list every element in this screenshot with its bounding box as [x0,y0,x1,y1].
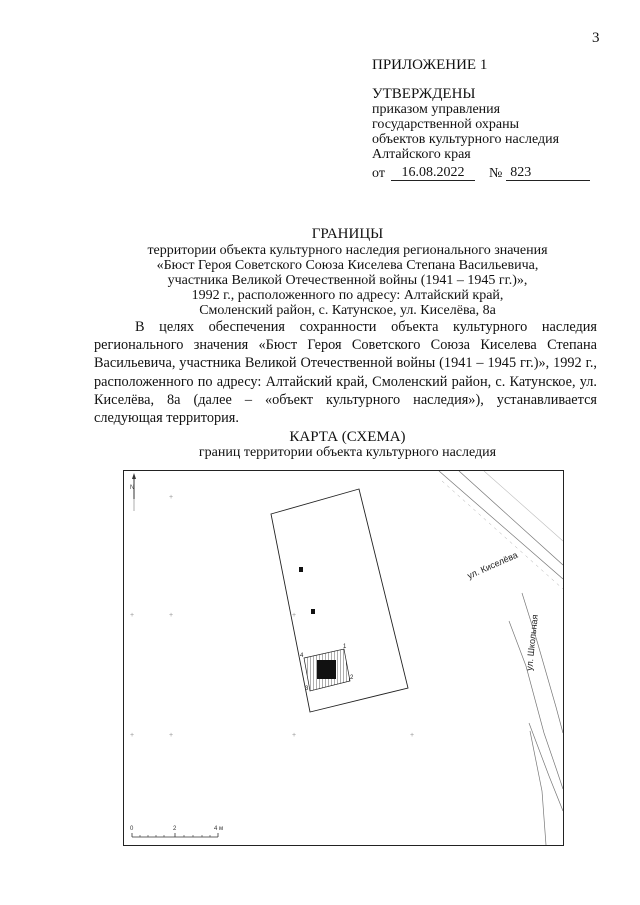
page-number: 3 [592,30,600,46]
body-paragraph: В целях обеспечения сохранности объекта культурного наследия регионального значения «Бюст Героя Советского Союза Киселева Степана Васильевича, участника Великой Отечественной войны (1941 – 1945 гг.)», 1992 г., расположенного по адресу: Алтайский край, Смоленский район, с. Катунское, ул. Киселёва, 8а (далее – «объект культурного наследия»), устанавливается следующая территория. [94,319,597,427]
scale-bar [132,833,218,837]
approval-line: государственной охраны [372,117,520,132]
order-date: 16.08.2022 [391,165,475,181]
map-drawing [124,471,563,845]
from-label: от [372,166,385,181]
street-kiseleva-label: ул. Киселёва [465,549,520,581]
site-map [123,470,564,846]
object-marker [311,609,315,614]
svg-text:+: + [130,732,135,739]
road-kiseleva [439,471,563,589]
scale-label: 0 [130,826,134,832]
number-label: № [488,166,503,181]
title-line: Смоленский район, с. Катунское, ул. Киселёва, 8а [199,303,496,318]
order-date-number [372,165,590,181]
document-title [100,227,595,318]
map-grid [130,494,414,739]
order-number: 823 [506,165,590,181]
point-label: 1 [343,644,347,650]
monument-base [317,660,336,679]
title-line: «Бюст Героя Советского Союза Киселева Степана Васильевича, [156,258,539,273]
approval-line: приказом управления [372,102,501,117]
svg-text:+: + [169,732,174,739]
scale-label: 2 [173,826,177,832]
approved-label: УТВЕРЖДЕНЫ [372,86,476,102]
north-label: N [130,485,135,491]
svg-text:+: + [169,612,174,619]
approval-block [372,58,590,181]
point-label: 2 [350,675,354,681]
svg-text:+: + [292,732,297,739]
annex-label: ПРИЛОЖЕНИЕ 1 [372,57,488,73]
approval-line: Алтайского края [372,147,471,162]
title-line: 1992 г., расположенного по адресу: Алтайский край, [191,288,504,303]
svg-text:+: + [130,612,135,619]
title-heading: ГРАНИЦЫ [311,226,384,242]
svg-text:+: + [292,612,297,619]
map-title [100,430,595,460]
point-label: 3 [305,686,309,692]
svg-text:+: + [410,732,415,739]
title-line: участника Великой Отечественной войны (1941 – 1945 гг.)», [167,273,528,288]
approval-line: объектов культурного наследия [372,132,560,147]
svg-text:+: + [169,494,174,501]
scale-label: 4 м [214,826,224,832]
object-marker [299,567,303,572]
point-label: 4 [300,653,304,659]
title-line: территории объекта культурного наследия регионального значения [147,243,548,258]
street-shkolnaya-label: ул. Школьная [524,614,540,672]
map-subheading: границ территории объекта культурного наследия [198,445,497,460]
map-heading: КАРТА (СХЕМА) [289,429,406,445]
